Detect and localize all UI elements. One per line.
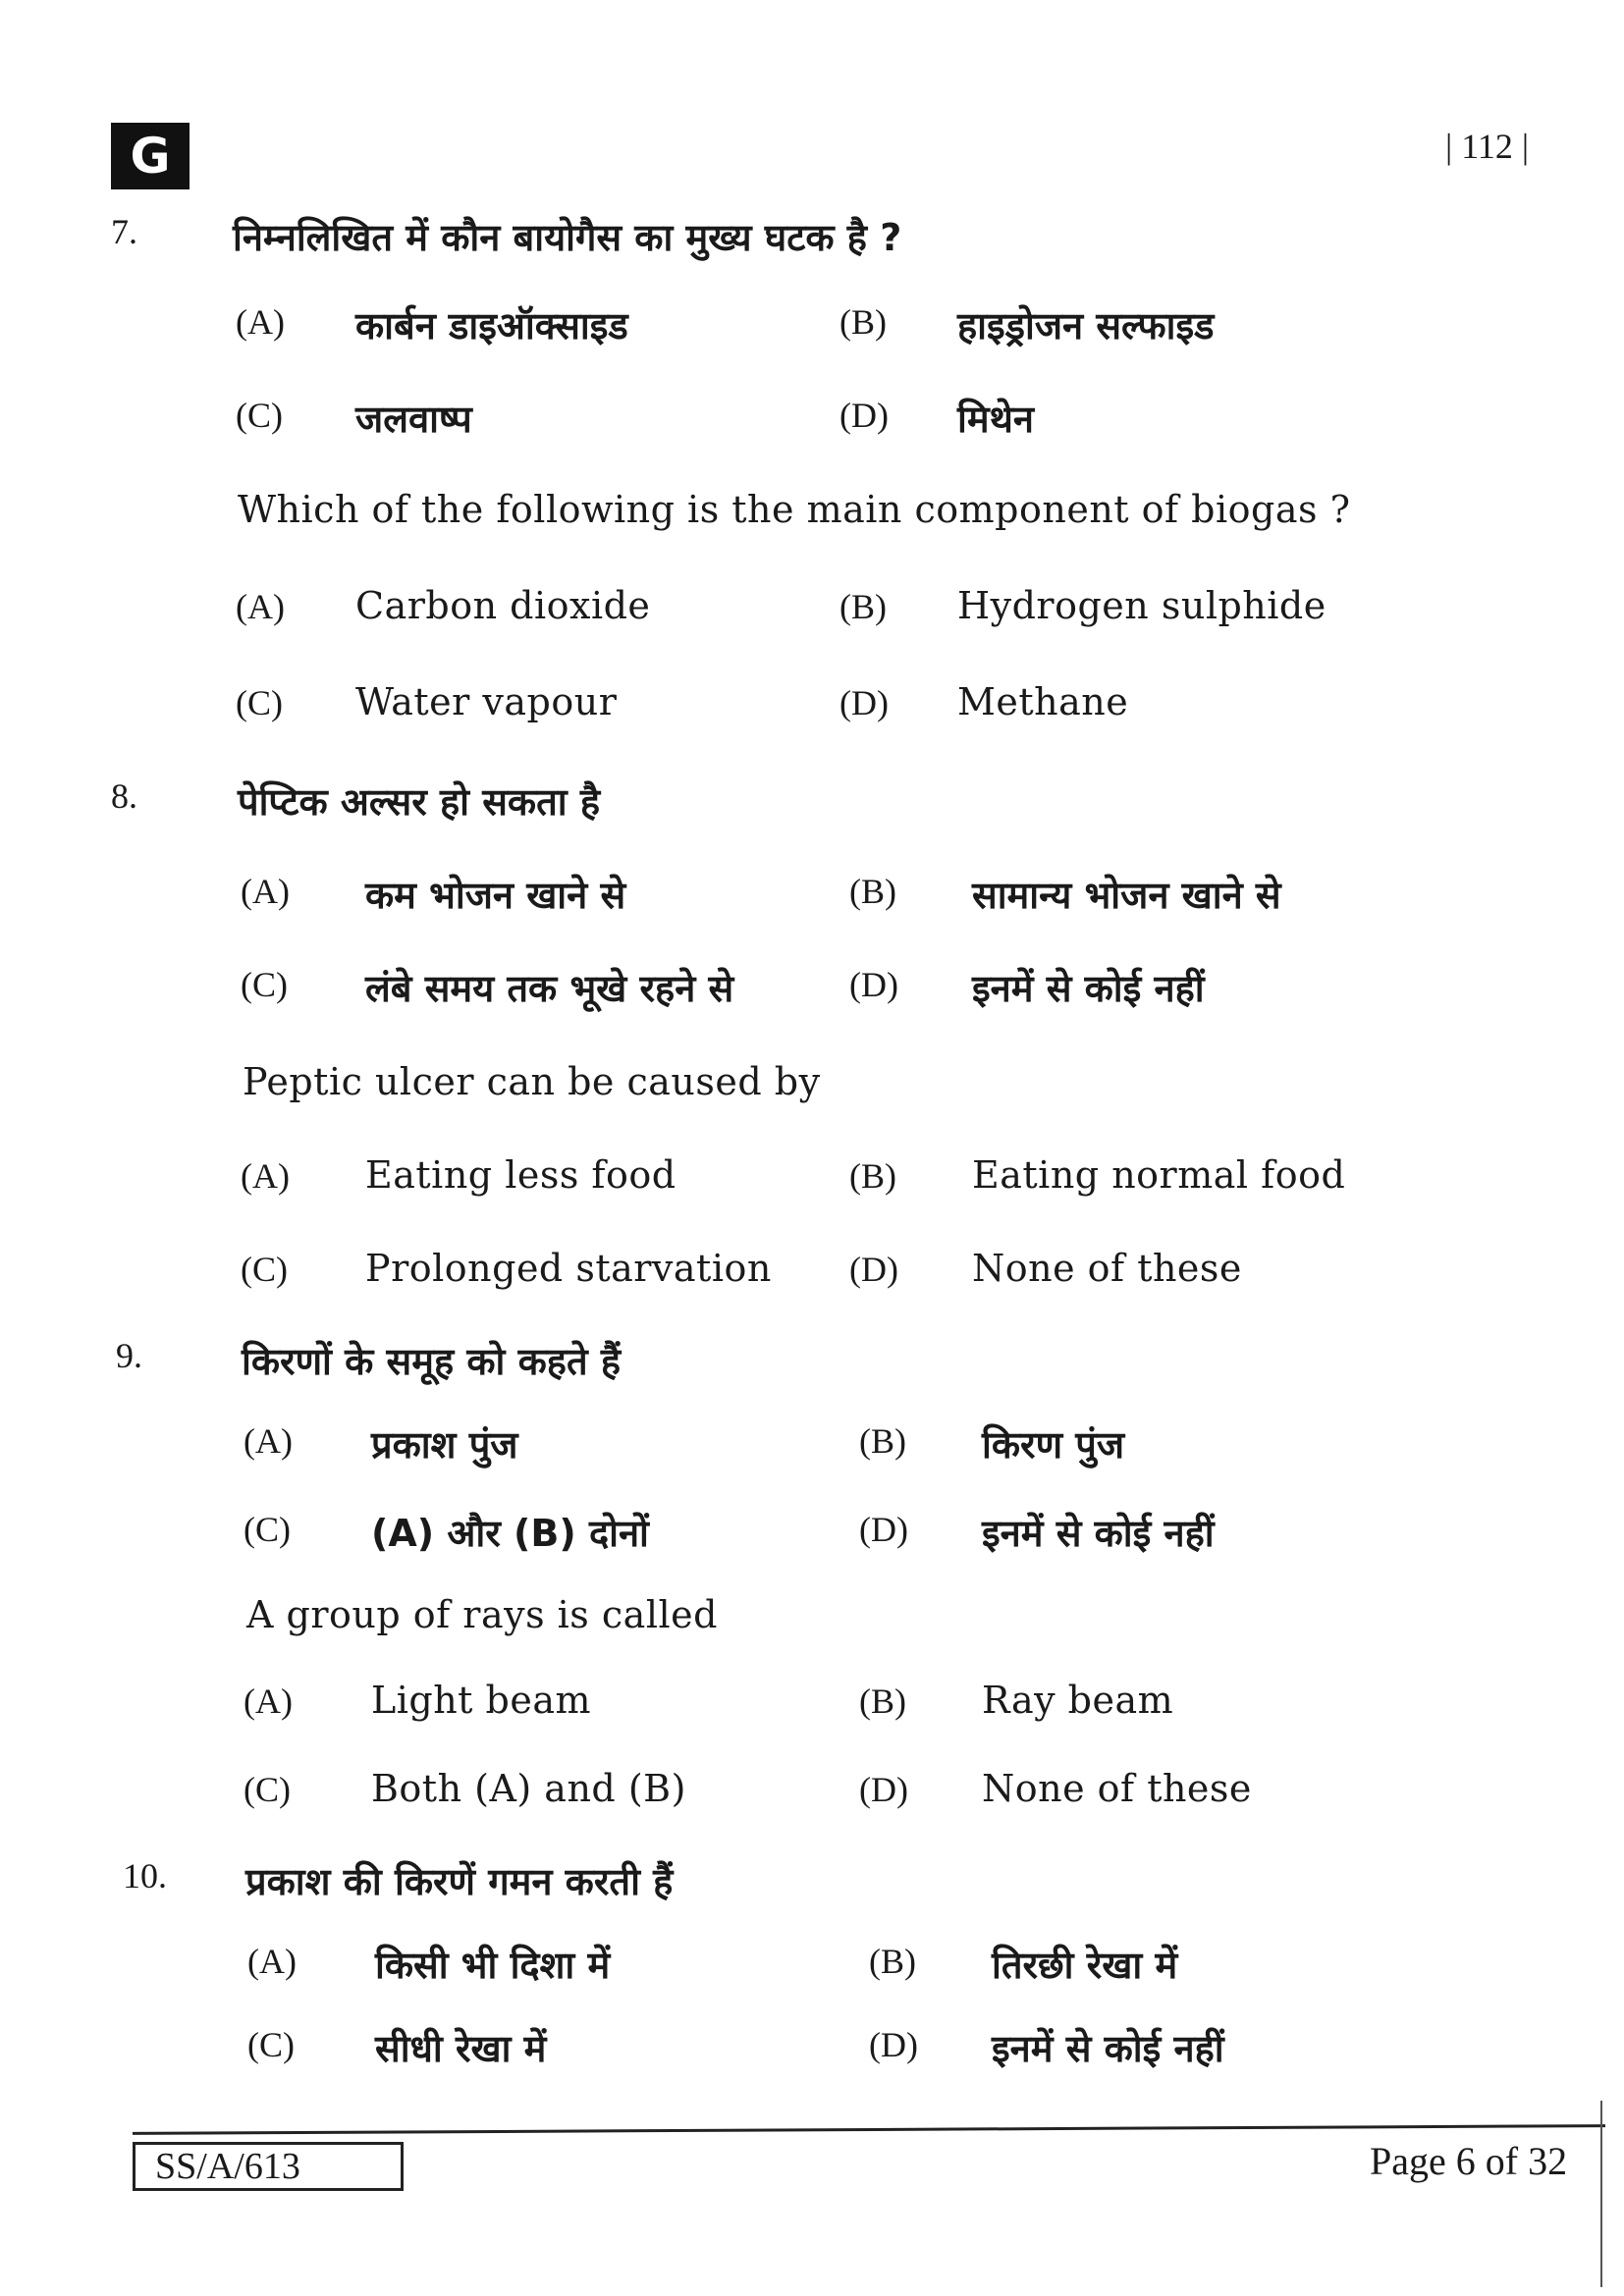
option-label: (C) xyxy=(236,683,283,722)
option-label: (B) xyxy=(839,302,887,342)
option-text-hindi: किसी भी दिशा में xyxy=(375,1944,611,1987)
option-text-english: Water vapour xyxy=(355,680,618,723)
option-text-english: Methane xyxy=(957,680,1129,723)
option-label: (D) xyxy=(859,1770,908,1809)
option-label: (D) xyxy=(839,396,889,435)
page-edge xyxy=(1600,2101,1602,2287)
question-text-hindi: प्रकाश की किरणें गमन करती हैं xyxy=(245,1860,674,1903)
option-text-english: Prolonged starvation xyxy=(365,1247,772,1290)
option-label: (C) xyxy=(244,1770,291,1809)
question-text-english: Peptic ulcer can be caused by xyxy=(243,1060,821,1103)
question-text-hindi: किरणों के समूह को कहते हैं xyxy=(242,1340,622,1383)
question-number: 7. xyxy=(111,212,137,251)
page-code: | 112 | xyxy=(1445,127,1530,166)
option-label: (C) xyxy=(241,1250,288,1289)
option-label: (B) xyxy=(849,872,896,911)
question-text-hindi: पेप्टिक अल्सर हो सकता है xyxy=(238,780,601,824)
option-label: (B) xyxy=(859,1682,906,1721)
option-label: (C) xyxy=(244,1510,291,1549)
option-label: (B) xyxy=(849,1156,896,1196)
option-text-hindi: सामान्य भोजन खाने से xyxy=(972,874,1281,917)
option-label: (A) xyxy=(236,302,285,342)
option-text-english: Carbon dioxide xyxy=(355,584,651,627)
option-label: (C) xyxy=(241,965,288,1004)
option-text-english: Hydrogen sulphide xyxy=(957,584,1326,627)
question-text-english: A group of rays is called xyxy=(246,1593,718,1636)
option-text-english: Eating less food xyxy=(365,1153,677,1197)
option-label: (B) xyxy=(869,1942,916,1981)
option-label: (D) xyxy=(869,2025,918,2064)
option-label: (D) xyxy=(849,965,898,1004)
option-label: (B) xyxy=(859,1421,906,1461)
option-text-hindi: हाइड्रोजन सल्फाइड xyxy=(957,304,1215,347)
option-label: (A) xyxy=(241,872,290,911)
paper-code: SS/A/613 xyxy=(133,2142,404,2191)
option-text-hindi: इनमें से कोई नहीं xyxy=(992,2027,1224,2070)
option-text-hindi: कम भोजन खाने से xyxy=(365,874,626,917)
option-label: (A) xyxy=(244,1682,293,1721)
option-text-hindi: तिरछी रेखा में xyxy=(992,1944,1178,1987)
option-text-english: Eating normal food xyxy=(972,1153,1346,1197)
page-number: Page 6 of 32 xyxy=(1370,2139,1568,2183)
option-text-english: Light beam xyxy=(371,1679,592,1722)
question-number: 8. xyxy=(111,776,137,816)
option-text-hindi: किरण पुंज xyxy=(982,1423,1125,1467)
option-label: (D) xyxy=(859,1510,908,1549)
option-text-hindi: मिथेन xyxy=(957,398,1034,441)
option-label: (A) xyxy=(244,1421,293,1461)
option-label: (D) xyxy=(849,1250,898,1289)
option-label: (A) xyxy=(247,1942,297,1981)
question-text-hindi: निम्नलिखित में कौन बायोगैस का मुख्य घटक है ? xyxy=(233,216,902,259)
question-number: 10. xyxy=(123,1856,167,1896)
option-text-english: Ray beam xyxy=(982,1679,1174,1722)
option-text-english: None of these xyxy=(982,1767,1252,1810)
footer-divider xyxy=(133,2124,1605,2135)
option-label: (A) xyxy=(241,1156,290,1196)
option-text-hindi: प्रकाश पुंज xyxy=(371,1423,518,1467)
section-badge: G xyxy=(111,123,189,189)
option-text-english: Both (A) and (B) xyxy=(371,1767,686,1810)
option-text-hindi: लंबे समय तक भूखे रहने से xyxy=(365,967,734,1010)
option-label: (A) xyxy=(236,587,285,626)
option-text-hindi: (A) और (B) दोनों xyxy=(371,1512,649,1555)
option-label: (B) xyxy=(839,587,887,626)
option-label: (C) xyxy=(247,2025,295,2064)
question-text-english: Which of the following is the main component of biogas ? xyxy=(238,488,1351,531)
option-label: (D) xyxy=(839,683,889,722)
option-text-hindi: कार्बन डाइऑक्साइड xyxy=(355,304,628,347)
option-text-hindi: सीधी रेखा में xyxy=(375,2027,547,2070)
option-text-hindi: जलवाष्प xyxy=(355,398,472,441)
option-text-english: None of these xyxy=(972,1247,1242,1290)
option-label: (C) xyxy=(236,396,283,435)
question-number: 9. xyxy=(116,1336,142,1375)
option-text-hindi: इनमें से कोई नहीं xyxy=(972,967,1205,1010)
option-text-hindi: इनमें से कोई नहीं xyxy=(982,1512,1215,1555)
